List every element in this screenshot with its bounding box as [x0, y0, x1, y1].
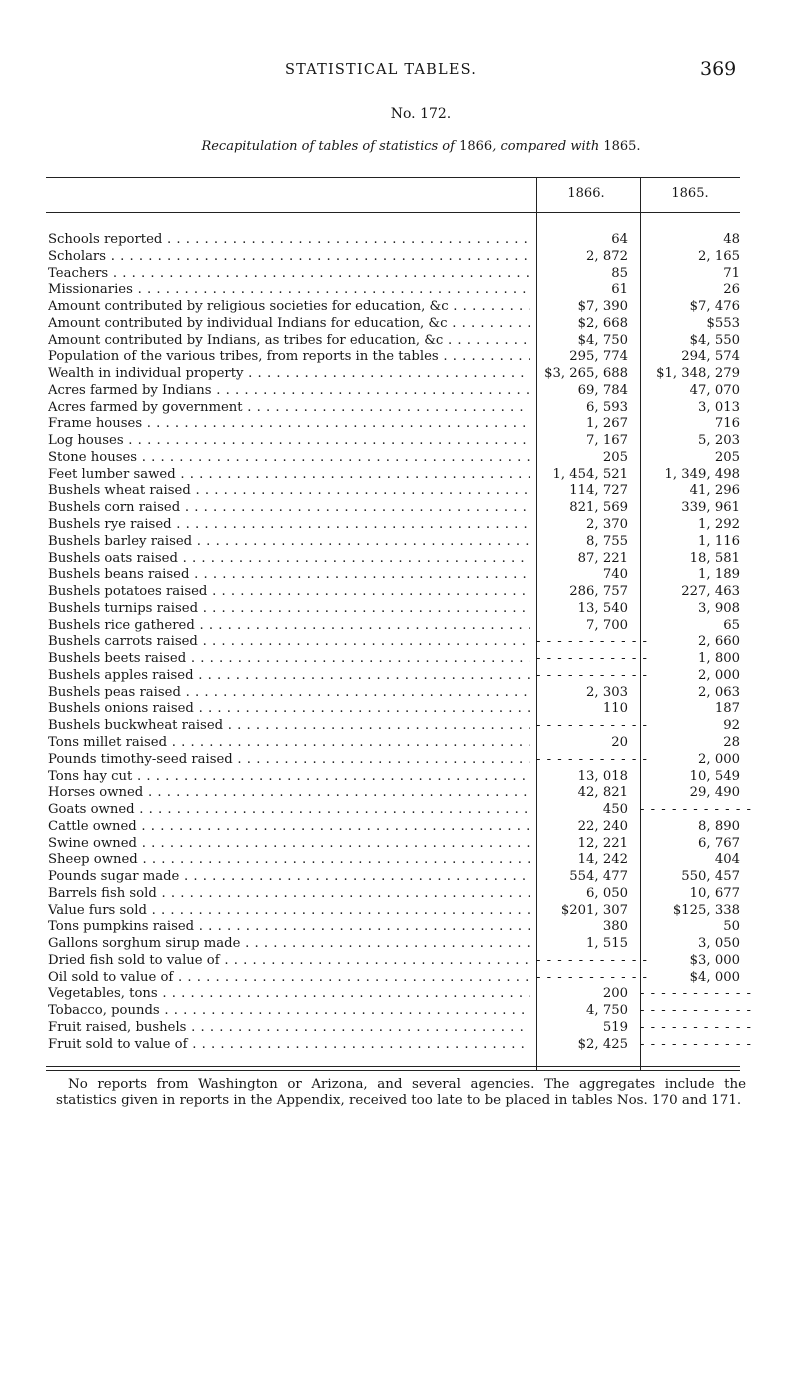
value-1865: 50	[723, 919, 740, 935]
table-row	[48, 450, 742, 467]
value-1865: 404	[714, 852, 740, 868]
table-row	[48, 517, 742, 534]
table-row	[48, 601, 742, 618]
row-label: Tons pumpkins raised . . .	[48, 919, 530, 936]
value-1865: 227, 463	[681, 584, 740, 600]
row-label: Horses owned . . .	[48, 785, 530, 802]
value-1866: 13, 540	[577, 600, 628, 616]
row-label: Bushels carrots raised . . .	[48, 634, 530, 651]
value-1866: 20	[611, 734, 628, 750]
table-row	[48, 685, 742, 702]
value-1866: 7, 700	[586, 617, 628, 633]
running-head: STATISTICAL TABLES.	[285, 62, 478, 78]
value-1866: 87, 221	[577, 550, 628, 566]
value-1866: - - - - - - - - - - -	[536, 718, 648, 734]
value-1866: 286, 757	[569, 584, 628, 600]
row-label: Vegetables, tons . . .	[48, 986, 530, 1003]
value-1866: 2, 370	[586, 517, 628, 533]
row-label: Swine owned . . .	[48, 836, 530, 853]
row-label: Teachers . . .	[48, 266, 530, 283]
table-row	[48, 802, 752, 819]
value-1866: $3, 265, 688	[544, 366, 628, 382]
value-1865: - - - - - - - - - - -	[640, 1019, 752, 1035]
value-1865: - - - - - - - - - - -	[640, 1003, 752, 1019]
row-label: Bushels beets raised . . .	[48, 651, 530, 668]
table-row	[48, 852, 742, 869]
row-label: Barrels fish sold . . .	[48, 886, 530, 903]
value-1865: 10, 549	[689, 768, 740, 784]
value-1865: 3, 908	[698, 600, 740, 616]
value-1865: 48	[723, 232, 740, 247]
value-1865: 8, 890	[698, 818, 740, 834]
row-label: Bushels buckwheat raised . . .	[48, 718, 530, 735]
row-label: Cattle owned . . .	[48, 819, 530, 836]
value-1866: - - - - - - - - - - -	[536, 969, 648, 985]
value-1866: - - - - - - - - - - -	[536, 667, 648, 683]
value-1866: 2, 872	[586, 248, 628, 264]
row-label: Acres farmed by government . . .	[48, 400, 530, 417]
value-1865: 2, 165	[698, 248, 740, 264]
table-row	[48, 1019, 752, 1037]
value-1865: - - - - - - - - - - -	[640, 986, 752, 1002]
row-label: Bushels wheat raised . . .	[48, 483, 530, 500]
row-label: Tons millet raised . . .	[48, 735, 530, 752]
table-row	[48, 953, 742, 970]
value-1866: $2, 668	[577, 315, 628, 331]
value-1866: 1, 515	[586, 936, 628, 952]
table-row	[48, 903, 742, 920]
value-1866: 205	[602, 449, 628, 465]
value-1866: 14, 242	[577, 852, 628, 868]
value-1865: $125, 338	[672, 902, 740, 918]
row-label: Sheep owned . . .	[48, 852, 530, 869]
table-row	[48, 752, 742, 769]
table-row	[48, 467, 742, 484]
row-label: Log houses . . .	[48, 433, 530, 450]
value-1866: - - - - - - - - - - -	[536, 751, 648, 767]
table-row	[48, 735, 742, 752]
row-label: Acres farmed by Indians . . .	[48, 383, 530, 400]
value-1865: 92	[723, 718, 740, 734]
table-row	[48, 836, 742, 853]
row-label: Oil sold to value of . . .	[48, 970, 530, 987]
value-1866: 4, 750	[586, 1003, 628, 1019]
row-label: Fruit sold to value of . . .	[48, 1037, 530, 1054]
table-row	[48, 970, 742, 987]
row-label: Pounds timothy-seed raised . . .	[48, 752, 530, 769]
row-label: Stone houses . . .	[48, 450, 530, 467]
value-1866: 110	[602, 701, 628, 717]
value-1865: 5, 203	[698, 433, 740, 449]
row-label: Bushels rye raised . . .	[48, 517, 530, 534]
row-label: Bushels peas raised . . .	[48, 685, 530, 702]
table-row	[48, 383, 742, 400]
value-1866: 1, 454, 521	[552, 466, 628, 482]
row-label: Population of the various tribes, from reports in the tables . . .	[48, 349, 530, 366]
value-1866: 1, 267	[586, 416, 628, 432]
value-1866: 519	[602, 1019, 628, 1035]
table-row	[48, 282, 742, 299]
row-label: Bushels rice gathered . . .	[48, 618, 530, 635]
row-label: Amount contributed by individual Indians for education, &c . . .	[48, 316, 530, 333]
value-1865: 1, 189	[698, 567, 740, 583]
caption-prefix: Recapitulation of tables of statistics of	[201, 139, 455, 154]
table-bottom-rule	[46, 1066, 740, 1067]
value-1866: 114, 727	[569, 483, 628, 499]
row-label: Tobacco, pounds . . .	[48, 1003, 530, 1020]
value-1866: 69, 784	[577, 382, 628, 398]
value-1865: $3, 000	[689, 952, 740, 968]
value-1865: 1, 116	[698, 533, 740, 549]
value-1865: 65	[723, 617, 740, 633]
value-1866: 13, 018	[577, 768, 628, 784]
table-row	[48, 869, 742, 886]
value-1866: $2, 425	[577, 1036, 628, 1052]
page-number: 369	[700, 58, 737, 80]
table-row	[48, 584, 742, 601]
value-1866: 6, 593	[586, 399, 628, 415]
table-row	[48, 919, 742, 936]
value-1866: 85	[611, 265, 628, 281]
row-label: Dried fish sold to value of . . .	[48, 953, 530, 970]
column-header-1865: 1865.	[671, 186, 709, 201]
value-1866: 61	[611, 282, 628, 298]
value-1865: - - - - - - - - - - -	[640, 1036, 752, 1052]
value-1865: 41, 296	[689, 483, 740, 499]
value-1866: 8, 755	[586, 533, 628, 549]
value-1865: 550, 457	[681, 869, 740, 885]
value-1865: 2, 000	[698, 667, 740, 683]
value-1865: 3, 050	[698, 936, 740, 952]
value-1865: - - - - - - - - - - -	[640, 802, 752, 818]
table-row	[48, 718, 742, 735]
statistics-table-body	[48, 232, 752, 1054]
value-1866: 450	[602, 802, 628, 818]
table-row	[48, 769, 742, 786]
value-1865: $553	[706, 315, 740, 331]
value-1866: 12, 221	[577, 835, 628, 851]
value-1866: 380	[602, 919, 628, 935]
value-1865: 3, 013	[698, 399, 740, 415]
row-label: Goats owned . . .	[48, 802, 530, 819]
table-row	[48, 634, 742, 651]
row-label: Bushels corn raised . . .	[48, 500, 530, 517]
table-row	[48, 668, 742, 685]
value-1866: 64	[611, 232, 628, 247]
value-1865: 2, 000	[698, 751, 740, 767]
caption-year-1866: 1866	[459, 139, 493, 154]
value-1866: 295, 774	[569, 349, 628, 365]
column-header-1866: 1866.	[567, 186, 605, 201]
value-1865: 28	[723, 734, 740, 750]
row-label: Schools reported . . .	[48, 232, 530, 249]
table-row	[48, 1036, 752, 1054]
table-row	[48, 266, 742, 283]
value-1866: 42, 821	[577, 785, 628, 801]
row-label: Tons hay cut . . .	[48, 769, 530, 786]
table-row	[48, 349, 742, 366]
table-row	[48, 886, 742, 903]
row-label: Amount contributed by religious societies for education, &c . . .	[48, 299, 530, 316]
table-row	[48, 785, 742, 802]
table-row	[48, 433, 742, 450]
value-1865: 10, 677	[689, 885, 740, 901]
row-label: Value furs sold . . .	[48, 903, 530, 920]
value-1866: 6, 050	[586, 885, 628, 901]
value-1865: $7, 476	[689, 299, 740, 315]
table-row	[48, 618, 742, 635]
table-row	[48, 701, 742, 718]
table-row	[48, 651, 742, 668]
value-1865: 294, 574	[681, 349, 740, 365]
value-1865: 2, 660	[698, 634, 740, 650]
caption-middle: , compared with	[492, 139, 600, 154]
table-row	[48, 400, 742, 417]
table-number: No. 172.	[390, 106, 452, 122]
value-1866: - - - - - - - - - - -	[536, 634, 648, 650]
value-1865: 71	[723, 265, 740, 281]
value-1865: 339, 961	[681, 500, 740, 516]
table-row	[48, 366, 742, 383]
row-label: Feet lumber sawed . . .	[48, 467, 530, 484]
table-row	[48, 299, 742, 316]
table-row	[48, 333, 742, 350]
table-header-rule	[46, 212, 740, 213]
value-1865: 1, 349, 498	[664, 466, 740, 482]
table-row	[48, 500, 742, 517]
value-1866: - - - - - - - - - - -	[536, 651, 648, 667]
value-1865: 6, 767	[698, 835, 740, 851]
value-1866: 821, 569	[569, 500, 628, 516]
table-row	[48, 936, 742, 953]
table-row	[48, 316, 742, 333]
table-bottom-rule-double	[46, 1070, 740, 1071]
table-row	[48, 986, 752, 1003]
value-1865: $4, 000	[689, 969, 740, 985]
value-1865: 205	[714, 449, 740, 465]
row-label: Fruit raised, bushels . . .	[48, 1020, 530, 1037]
value-1865: 29, 490	[689, 785, 740, 801]
table-caption	[0, 139, 812, 154]
value-1866: 22, 240	[577, 818, 628, 834]
value-1865: 1, 800	[698, 651, 740, 667]
table-row	[48, 551, 742, 568]
footnote: No reports from Washington or Arizona, and several agencies. The aggregates include the statistics given in reports in the Appendix, received too late to be placed in tables Nos. 170 and 171.	[56, 1077, 746, 1108]
value-1865: 47, 070	[689, 382, 740, 398]
value-1865: 187	[714, 701, 740, 717]
table-row	[48, 232, 742, 249]
value-1865: 1, 292	[698, 517, 740, 533]
row-label: Bushels beans raised . . .	[48, 567, 530, 584]
value-1865: 716	[714, 416, 740, 432]
value-1866: $7, 390	[577, 299, 628, 315]
row-label: Bushels turnips raised . . .	[48, 601, 530, 618]
value-1866: - - - - - - - - - - -	[536, 952, 648, 968]
value-1865: $1, 348, 279	[656, 366, 740, 382]
row-label: Gallons sorghum sirup made . . .	[48, 936, 530, 953]
row-label: Bushels oats raised . . .	[48, 551, 530, 568]
row-label: Bushels potatoes raised . . .	[48, 584, 530, 601]
row-label: Wealth in individual property . . .	[48, 366, 530, 383]
caption-year-1865: 1865.	[603, 139, 641, 154]
value-1865: 2, 063	[698, 684, 740, 700]
value-1865: 18, 581	[689, 550, 740, 566]
table-row	[48, 567, 742, 584]
row-label: Amount contributed by Indians, as tribes for education, &c . . .	[48, 333, 530, 350]
value-1866: $201, 307	[560, 902, 628, 918]
table-row	[48, 483, 742, 500]
row-label: Bushels barley raised . . .	[48, 534, 530, 551]
row-label: Bushels onions raised . . .	[48, 701, 530, 718]
value-1866: 200	[602, 986, 628, 1002]
value-1866: 2, 303	[586, 684, 628, 700]
row-label: Scholars . . .	[48, 249, 530, 266]
table-row	[48, 534, 742, 551]
row-label: Missionaries . . .	[48, 282, 530, 299]
table-row	[48, 819, 742, 836]
value-1866: 7, 167	[586, 433, 628, 449]
value-1865: 26	[723, 282, 740, 298]
value-1866: $4, 750	[577, 332, 628, 348]
table-row	[48, 249, 742, 266]
value-1866: 554, 477	[569, 869, 628, 885]
value-1866: 740	[602, 567, 628, 583]
table-row	[48, 1003, 752, 1020]
value-1865: $4, 550	[689, 332, 740, 348]
row-label: Frame houses . . .	[48, 416, 530, 433]
table-top-rule	[46, 177, 740, 178]
row-label: Pounds sugar made . . .	[48, 869, 530, 886]
row-label: Bushels apples raised . . .	[48, 668, 530, 685]
table-row	[48, 416, 742, 433]
